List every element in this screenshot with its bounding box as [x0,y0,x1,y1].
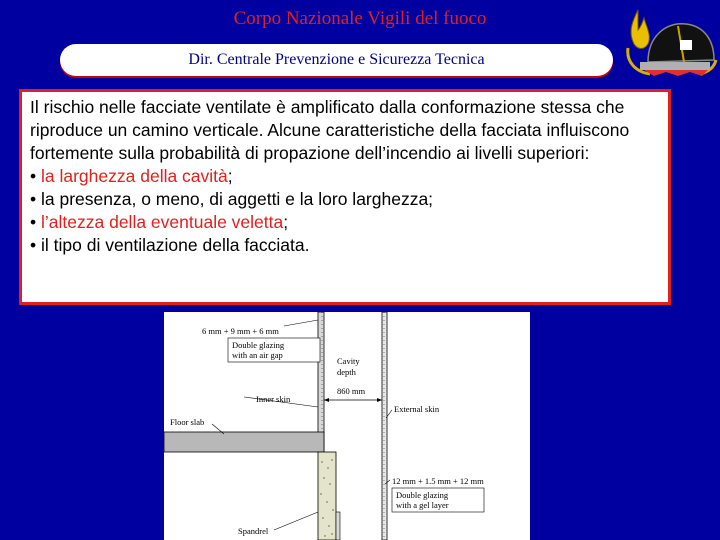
external-skin [382,312,387,540]
facade-section-diagram [164,312,530,540]
spandrel [318,452,336,540]
label-top-dims: 6 mm + 9 mm + 6 mm [202,326,279,336]
bullet-item-veil-height: • l’altezza della eventuale veletta; [30,212,289,232]
inner-skin-glazing [318,312,324,452]
page-title: Corpo Nazionale Vigili del fuoco [233,8,487,29]
description-box [19,89,671,305]
subtitle-banner [60,44,613,76]
label-floor-slab: Floor slab [170,417,205,427]
floor-slab [164,432,324,452]
bullet-list [30,165,660,257]
highlight-text: l’altezza della eventuale veletta [41,212,284,232]
label-double-gel-2: with a gel layer [396,500,449,510]
label-double-glazing-1: Double glazing [232,340,285,350]
label-cavity-2: depth [337,367,356,377]
label-bottom-dims: 12 mm + 1.5 mm + 12 mm [392,476,484,486]
label-cavity-3: 860 mm [337,386,366,396]
bullet-item-cavity-width: • la larghezza della cavità; [30,166,233,186]
label-inner-skin: Inner skin [256,394,291,404]
highlight-text: la larghezza della cavità [41,166,228,186]
label-external-skin: External skin [394,404,440,414]
label-spandrel: Spandrel [238,526,269,536]
diagram-svg [164,312,530,540]
label-double-glazing-2: with an air gap [232,350,283,360]
label-double-gel-1: Double glazing [396,490,449,500]
bullet-item-projections: • la presenza, o meno, di aggetti e la loro larghezza; [30,189,434,209]
fire-brigade-emblem-icon [618,0,718,78]
subtitle-text: Dir. Centrale Prevenzione e Sicurezza Tecnica [188,51,485,68]
label-cavity-1: Cavity [337,356,360,366]
bullet-item-ventilation: • il tipo di ventilazione della facciata. [30,235,310,255]
intro-paragraph: Il rischio nelle facciate ventilate è amplificato dalla conformazione stessa che riproduce un camino verticale. Alcune caratteristiche della facciata influiscono fortemente sulla probabilità di propazione dell’incendio ai livelli superiori: [30,97,630,163]
